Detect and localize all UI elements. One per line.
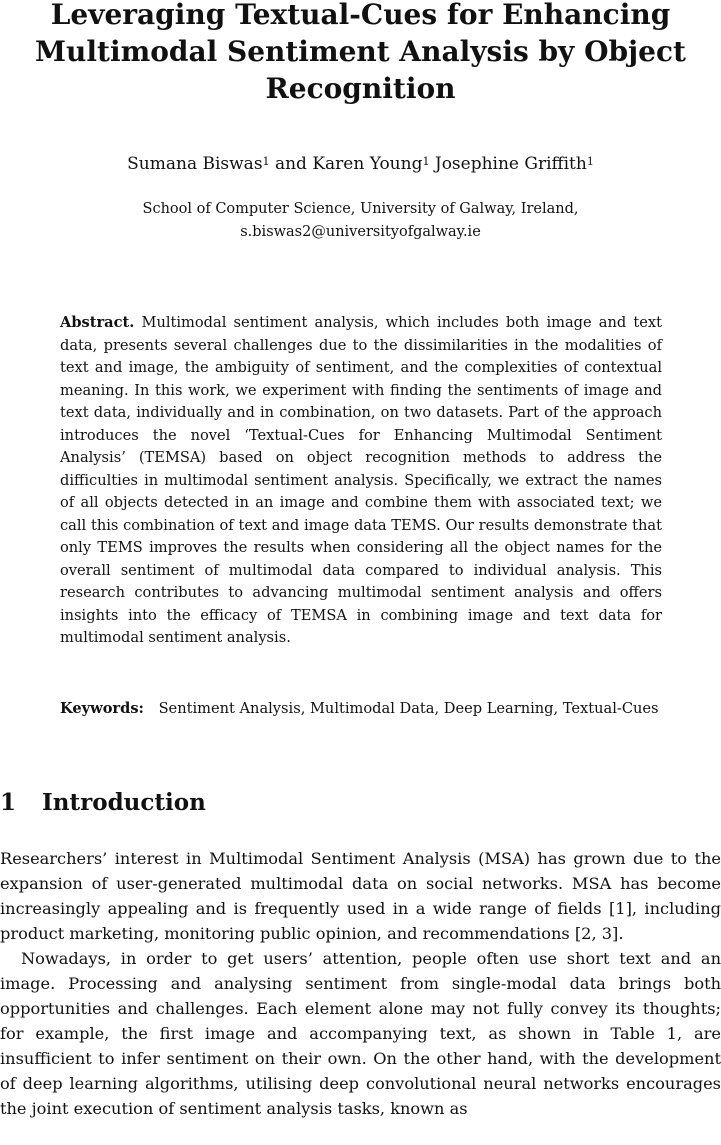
affiliation-mark: 1 xyxy=(422,155,430,168)
affiliation-mark: 1 xyxy=(586,155,594,168)
paper-title: Leveraging Textual-Cues for Enhancing Multimodal Sentiment Analysis by Object Recognition xyxy=(35,0,686,105)
abstract-text: Multimodal sentiment analysis, which includes both image and text data, presents several challenges due to the dissimilarities in the modalities of text and image, the ambiguity of sentiment, and the complexities of contextual meaning. In this work, we experiment with finding the sentiments of image and text data, individually and in combination, on two datasets. Part of the approach introduces the novel ‘Textual-Cues for Enhancing Multimodal Sentiment Analysis’ (TEMSA) based on object recognition methods to address the difficulties in multimodal sentiment analysis. Specifically, we extract the names of all objects detected in an image and combine them with associated text; we call this combination of text and image data TEMS. Our results demonstrate that only TEMS improves the results when considering all the object names for the overall sentiment of multimodal data compared to individual analysis. This research contributes to advancing multimodal sentiment analysis and offers insights into the efficacy of TEMSA in combining image and text data for multimodal sentiment analysis. xyxy=(60,314,662,646)
author-name: Josephine Griffith xyxy=(434,154,587,174)
paragraph: Researchers’ interest in Multimodal Sentiment Analysis (MSA) has grown due to the expansion of user-generated multimodal data on social networks. MSA has become increasingly appealing and is frequently used in a wide range of fields [1], including product marketing, monitoring public opinion, and recommendations [2, 3]. xyxy=(0,849,721,943)
author-list xyxy=(0,152,721,176)
keywords-label: Keywords: xyxy=(60,700,144,717)
section-heading xyxy=(0,786,721,820)
abstract xyxy=(60,312,662,650)
author-name: Karen Young xyxy=(312,154,423,174)
keywords-text: Sentiment Analysis, Multimodal Data, Deep Learning, Textual-Cues xyxy=(158,700,659,717)
email: s.biswas2@universityofgalway.ie xyxy=(240,224,481,240)
section-number: 1 xyxy=(0,789,17,816)
author-separator: and xyxy=(269,154,313,174)
paragraph: Nowadays, in order to get users’ attention, people often use short text and an image. Processing and analysing sentiment from single-modal data brings both opportunities and challenges. Each element alone may not fully convey its thoughts; for example, the first image and accompanying text, as shown in Table 1, are insufficient to infer sentiment on their own. On the other hand, with the development of deep learning algorithms, utilising deep convolutional neural networks encourages the joint execution of sentiment analysis tasks, known as xyxy=(0,949,721,1118)
author-name: Sumana Biswas xyxy=(127,154,263,174)
section-title: Introduction xyxy=(42,789,206,816)
affiliation-mark: 1 xyxy=(262,155,270,168)
keywords xyxy=(60,698,662,721)
affiliation-block xyxy=(0,198,721,244)
section-body xyxy=(0,846,721,1121)
abstract-label: Abstract. xyxy=(60,314,135,331)
affiliation: School of Computer Science, University of Galway, Ireland, xyxy=(142,201,579,217)
